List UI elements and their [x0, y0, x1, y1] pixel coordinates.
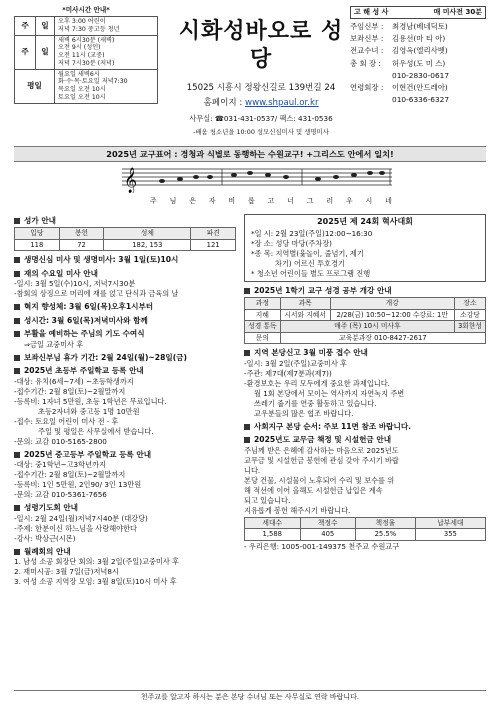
- staff-row: 주임신부 : 최경남(베네딕토): [350, 21, 448, 31]
- right-column: 2025년 제 24회 혁사대회 *일 시: 2월 23일(주일)12:00~16:30 *장 소: 성당 마당(주차장) *종 목: 지역별(윷놀이, 줄넘기, 제기 차기) 어르신 투호경기 * 청소년 어린이들 별도 프로그램 진행 2025년 1학기 교구 성경 공부 개강 안내 과정 과목 개강 장소 지혜 시서와 지혜서 2/28(금) 10:50~12:00 수강료: 1만 소강당 성경 통독 매주 (목) 10시 미사후 3회한성 문의 교육분과장 010-8427-2617 지역 본당신고 3월 미풍 접수 안내 -일시: 3월 2일(주일)교중미사 후 -주관: 제7대(제7분과(제7)) -환경보호는 우리 모두에게 중요한 과제입니다. 월 1회 본당에서 모이는 역사까지 자연녹지 주변 쓰레기 줍기를 연중 활동하고 있습니다. 교우분들의 많은 협조 바랍니다. 사회지구 본당 순서: 주보 11면 참조 바랍니다. 2025년도 교무금 책정 및 시설헌금 안내 주님께 받은 은혜에 감사하는 마음으로 2025년도 교무금 및 시설헌금 봉헌에 관심 갖아 주시기 바랍 니다. 본당 건물, 시설물이 노후되어 수리 및 보수를 위 해 적선에 이어 올해도 시설헌금 납입은 계속 되고 있습니다. 지유롭게 봉헌 해주시기 바랍니다. 세대수 책정수 책정율 납부세대 1,588 405 25.5% 355 - 우리은행: 1005-001-149375 천주교 수원교구: [244, 212, 486, 552]
- bullet-icon: [14, 318, 20, 324]
- staff-row: 보좌신부 : 김용선(마 티 아): [350, 34, 446, 43]
- sports-day-box: 2025년 제 24회 혁사대회 *일 시: 2월 23일(주일)12:00~16:30 *장 소: 성당 마당(주차장) *종 목: 지역별(윷놀이, 줄넘기, 제기 차기) 어르신 투호경기 * 청소년 어린이들 별도 프로그램 진행: [244, 214, 486, 282]
- hymn-table: 입당 봉헌 성체 파견 118 72 182, 153 121: [14, 227, 236, 251]
- mass-key: 평일: [15, 69, 55, 103]
- section-title: 재의 수요일 미사 안내: [14, 269, 236, 278]
- bullet-icon: [14, 218, 20, 224]
- section-title: 보좌신부님 휴가 기간: 2월 24일(월)~28일(금): [14, 353, 236, 362]
- section-title: 성시간: 3월 6일(목)저녁미사와 함께: [14, 316, 236, 325]
- section-title: 성령기도회 안내: [14, 503, 236, 512]
- mass-time-table: [14, 6, 158, 104]
- staff-row: 전교수녀 : 김영옥(엘리사벳): [350, 46, 448, 56]
- bullet-icon: [14, 355, 20, 361]
- office-contact: 사무실: ☎031-431-0537/ 팩스: 431-0536: [189, 114, 333, 124]
- staff-row: 010-2830-0617: [392, 70, 450, 80]
- bible-study-table: 과정 과목 개강 장소 지혜 시서와 지혜서 2/28(금) 10:50~12:00 수강료: 1만 소강당 성경 통독 매주 (목) 10시 미사후 3회한성 문의 교육분과장 010-8427-2617: [244, 297, 486, 344]
- lyrics: 주 님 은 자 비 롭 고 너 그 러 우 시 네: [150, 197, 392, 205]
- mass-row: 오후 3:00 어린이 저녁 7:30 중고등 청년: [55, 17, 158, 36]
- staff-panel: [350, 6, 486, 108]
- bullet-icon: [244, 288, 250, 294]
- bullet-icon: [14, 505, 20, 511]
- svg-text:𝄞: 𝄞: [124, 168, 138, 193]
- bullet-icon: [14, 368, 20, 374]
- mass-key: 주: [15, 17, 36, 36]
- staff-row: 010-6336-6327: [392, 95, 450, 105]
- section-title: 2025년도 교무금 책정 및 시설헌금 안내: [244, 435, 486, 444]
- section-title: 부활을 예비하는 주님의 기도 수여식: [14, 329, 236, 338]
- section-title: 2025년 중고등부 주일학교 등록 안내: [14, 450, 236, 459]
- section-title: 성가 안내: [14, 216, 236, 225]
- section-title: 월례회의 안내: [14, 547, 236, 556]
- mass-row: 새벽 6시30분 (새벽) 오전 9시 (성인) 오전 11시 (교중) 저녁 7시30분 (저녁): [55, 35, 158, 69]
- footer-notice: 천주교를 알고자 하시는 분은 본당 수녀님 또는 사무실로 연락 바랍니다.: [14, 690, 486, 702]
- mass-key-2: 일: [36, 35, 55, 69]
- staff-row: 총 회 장 : 허우성(도 미 스): [350, 58, 446, 68]
- section-title: 혁지 향성체: 3월 6일(목)오후1시부터: [14, 302, 236, 311]
- staff-row: 연령회장 : 이현건(안드레아): [350, 83, 448, 92]
- mass-key: 주: [15, 35, 36, 69]
- mass-key-2: 일: [36, 17, 55, 36]
- mass-row: 월요일 새벽6시 화·수·목·토요일 저녁7:30 목요일 오전 10시 토요일 오전 10시: [55, 69, 158, 103]
- bullet-icon: [14, 549, 20, 555]
- tithe-table: 세대수 책정수 책정율 납부세대 1,588 405 25.5% 355: [244, 517, 486, 541]
- diocese-motto-banner: 2025년 교구표어 : 경청과 식별로 동행하는 수원교구! +그리스도 안에서 일치!: [14, 146, 486, 162]
- bullet-icon: [14, 304, 20, 310]
- homepage-link[interactable]: www.shpaul.or.kr: [245, 97, 319, 108]
- section-title: 2025년 1학기 교구 성경 공부 개강 안내: [244, 286, 486, 295]
- bullet-icon: [244, 424, 250, 430]
- section-title: 생명신심 미사 및 생명미사: 3월 1일(토)10시: [14, 255, 236, 264]
- staff-notation-icon: [122, 163, 392, 193]
- left-column: 성가 안내 입당 봉헌 성체 파견 118 72 182, 153 121 생명신심 미사 및 생명미사: 3월 1일(토)10시 재의 수요일 미사 안내 -일시: 3월 5일(수)10시, 저녁7시30분 -참회의 상징으로 머리에 재를 얹고 단식과 금육의 날 혁지 향성체: 3월 6일(목)오후1시부터 성시간: 3월 6일(목)저녁미사와 함께 부활을 예비하는 주님의 기도 수여식 ⇒금일 교중미사 후 보좌신부님 휴가 기간: 2월 24일(월)~28일(금) 2025년 초등부 주일학교 등록 안내 -대상: 유치(6세~7세) ~초등학생까지 -접수기간: 2월 8일(토)~2월말까지 -등록비: 1자녀 5만원, 초등 1학년은 무료입니다. 초등2자녀와 중고등 1명 10만원 -접수: 토요일 어린이 미사 전 · 후 주일 및 평일은 사무실에서 받습니다. -문의: 교감 010-5165-2800 2025년 중고등부 주일학교 등록 안내 -대상: 중1학년~고3학년까지 -접수기간: 2월 8일(토)~2월말까지 -등록비: 1인 5만원, 2인90/ 3인 13만원 -문의: 교감 010-5361-7656 성령기도회 안내 -일시: 2월 24일(월)저녁7시40분 (대강당) -주제: 한분이신 하느님을 사랑해야한다 -강사: 박상근(시몬) 월례회의 안내 1. 남성 소공 회장단 회의: 3월 2일(주일)교중미사 후 2. 재미시공: 3월 7일(금)저녁8시 3. 여성 소공 지역장 모임: 3월 8일(토)10시 미사 후: [14, 212, 236, 587]
- bullet-icon: [14, 331, 20, 337]
- music-score: [122, 163, 392, 207]
- section-title: 2025년 초등부 주일학교 등록 안내: [14, 366, 236, 375]
- header: [14, 6, 486, 142]
- homepage: 홈페이지 : www.shpaul.or.kr: [203, 97, 319, 108]
- church-info: [170, 10, 352, 136]
- bullet-icon: [14, 257, 20, 263]
- bullet-icon: [244, 437, 250, 443]
- bank-account: - 우리은행: 1005-001-149375 천주교 수원교구: [244, 541, 400, 551]
- bullet-icon: [14, 271, 20, 277]
- section-title: 지역 본당신고 3월 미풍 접수 안내: [244, 348, 486, 357]
- section-title: 사회지구 본당 순서: 주보 11면 참조 바랍니다.: [244, 422, 486, 431]
- bullet-icon: [244, 350, 250, 356]
- bullet-icon: [14, 452, 20, 458]
- mass-caption: *미사시간 안내*: [62, 6, 110, 14]
- church-address: 15025 시흥시 정왕신길로 139번길 24: [186, 83, 336, 93]
- confession-info: 고 해 성 사 매 미사전 30분: [350, 6, 486, 19]
- church-title: 시화성바오로 성당: [178, 18, 344, 72]
- account-note: -배움 청소년을 10:00 성모신심미사 및 생명미사: [193, 128, 329, 137]
